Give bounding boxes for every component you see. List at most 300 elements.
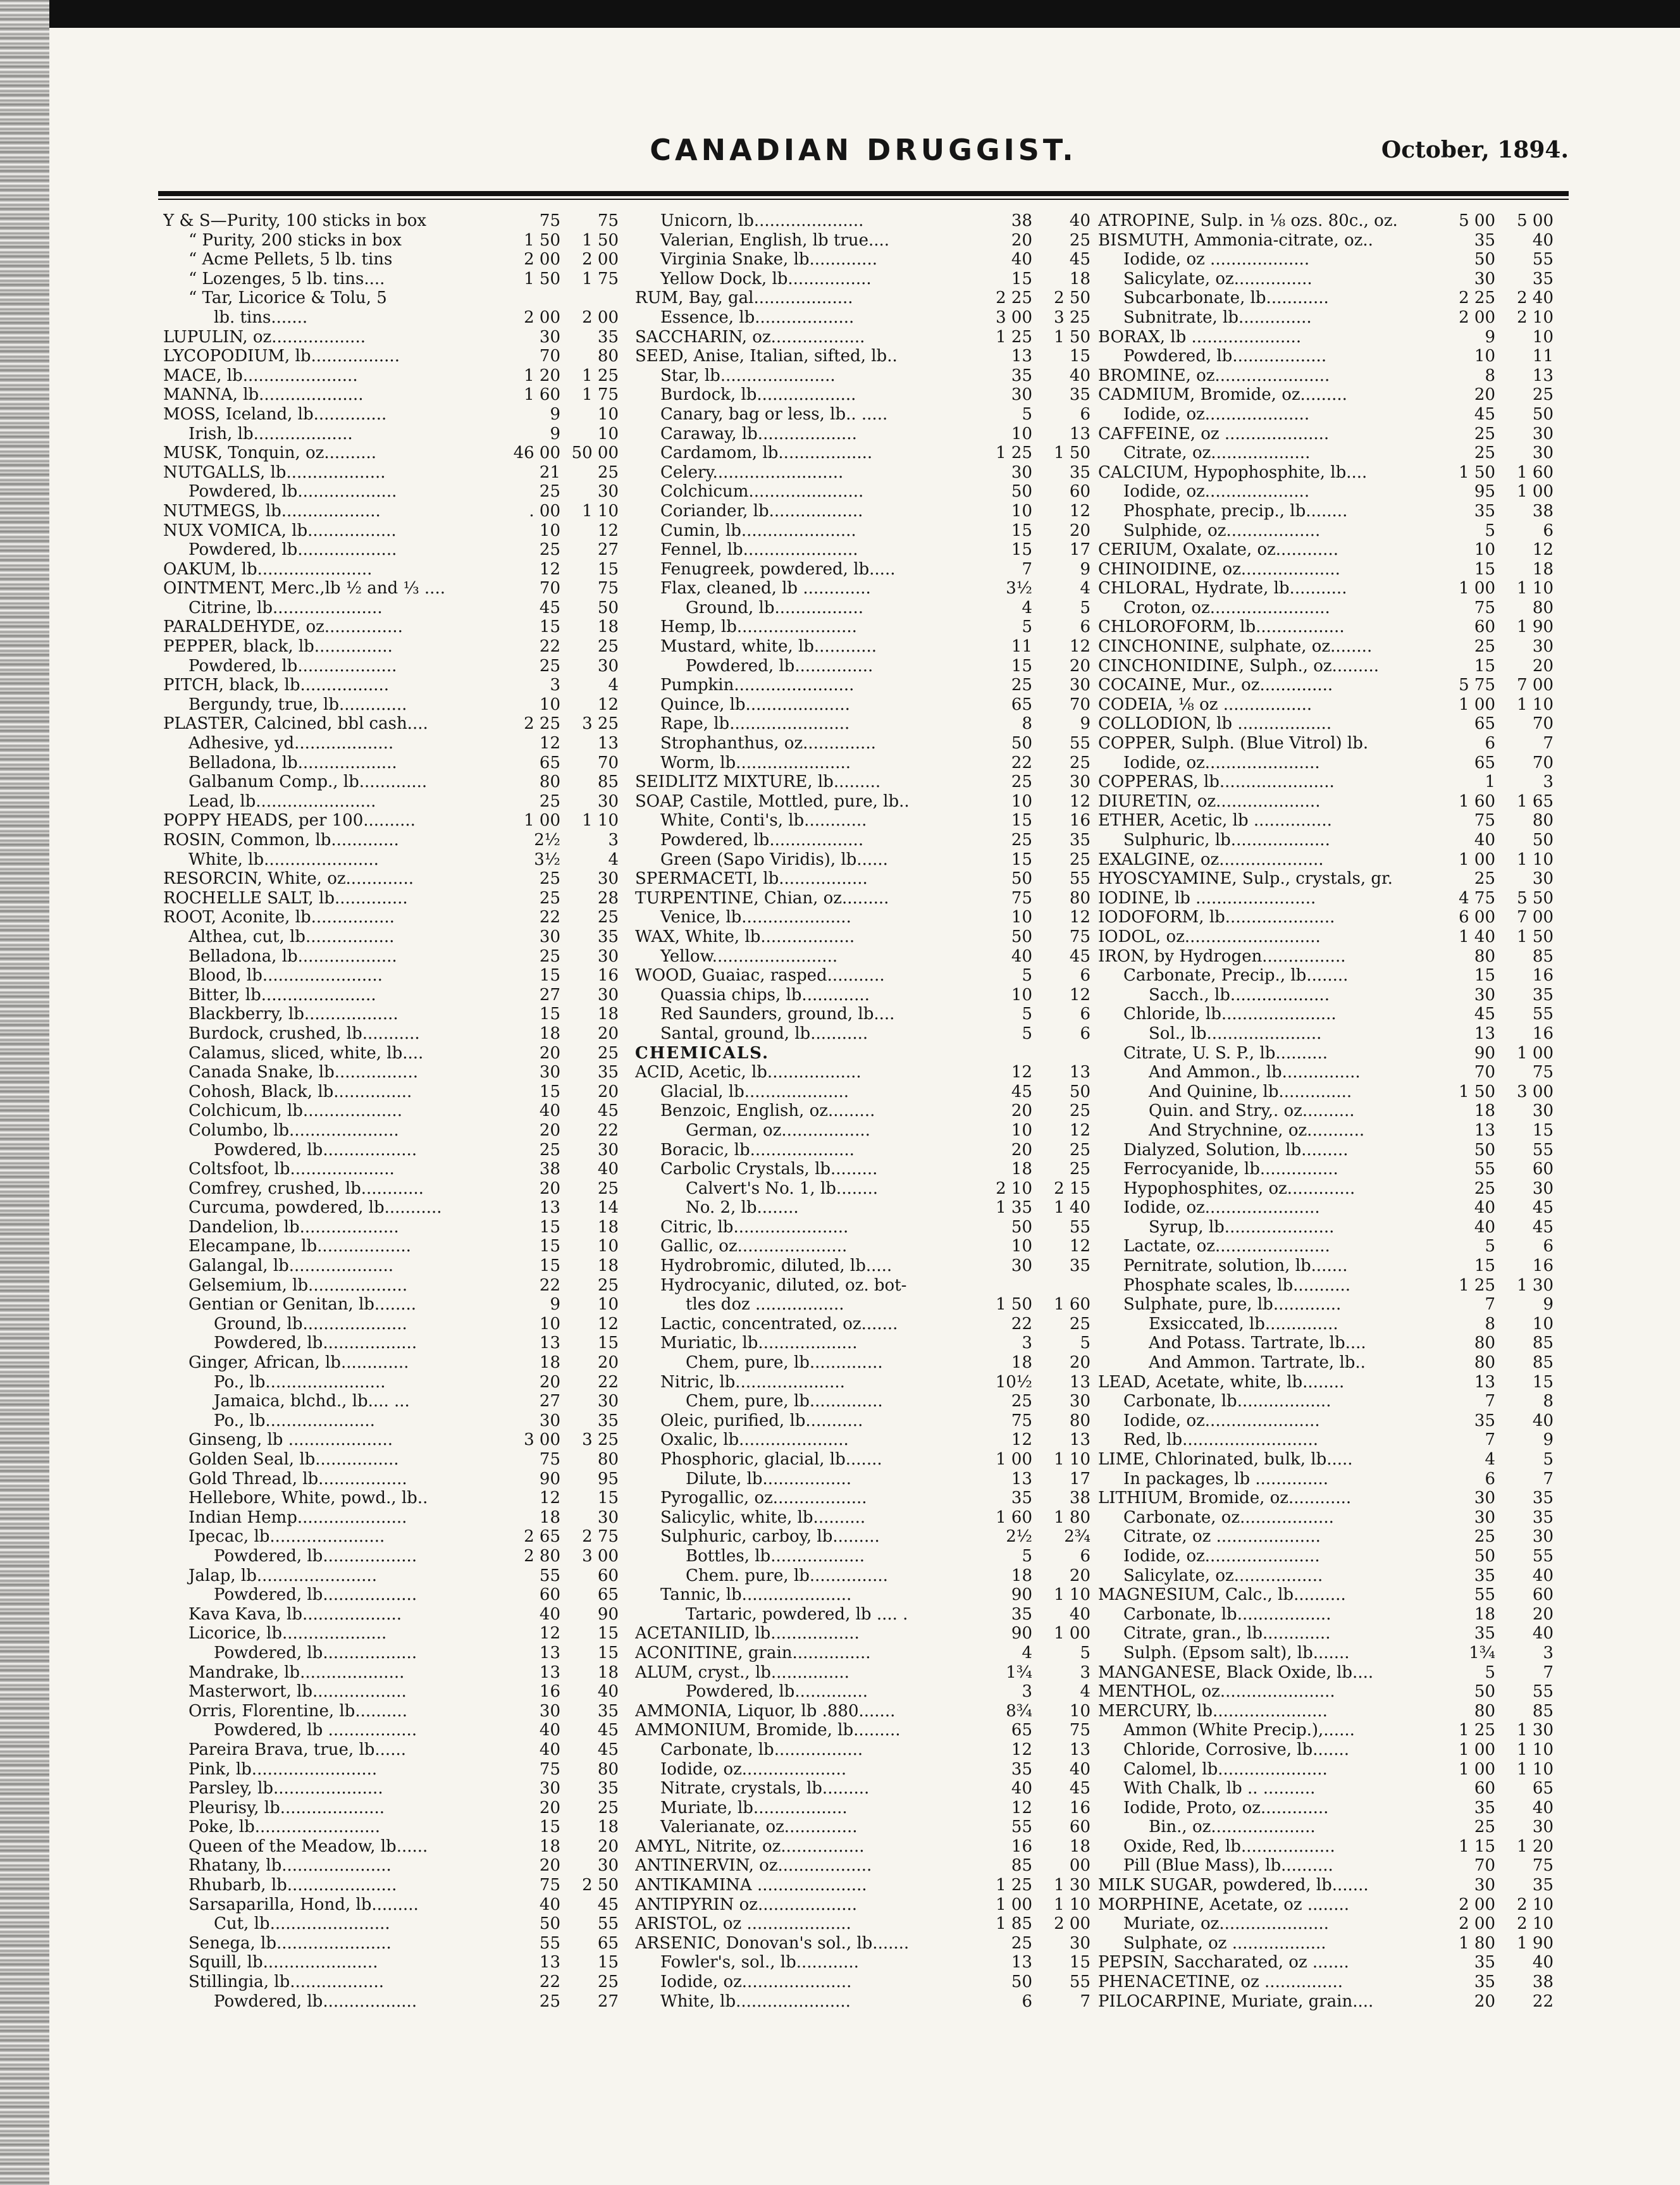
price-high: 15 [597, 1489, 619, 1508]
price-high: 1 50 [582, 230, 619, 250]
price-high: 35 [1069, 462, 1090, 482]
price-high: 16 [1532, 966, 1553, 986]
item-name: HYOSCYAMINE, Sulp., crystals, gr. [1098, 869, 1393, 889]
price-low: 1 50 [524, 230, 560, 250]
item-name: Powdered, lb.................. [214, 1991, 417, 2011]
item-name: Green (Sapo Viridis), lb...... [660, 850, 888, 869]
item-name: ROCHELLE SALT, lb.............. [163, 888, 408, 908]
price-row [1098, 966, 1553, 986]
price-row [163, 1605, 619, 1625]
price-row [1098, 560, 1553, 579]
price-row [635, 250, 1090, 269]
price-low: 30 [539, 1779, 560, 1798]
price-low: 20 [1011, 1101, 1032, 1121]
price-low: 20 [1474, 1991, 1495, 2011]
price-low: 30 [1011, 462, 1032, 482]
item-name: Lactic, concentrated, oz....... [660, 1314, 898, 1334]
price-row [1098, 1527, 1553, 1547]
price-high: 16 [1069, 1798, 1090, 1817]
price-row [1098, 792, 1553, 812]
price-low: 15 [1011, 811, 1032, 831]
price-high: 80 [597, 1450, 619, 1469]
price-row [163, 1934, 619, 1953]
price-high: 55 [1532, 1682, 1553, 1702]
price-low: 15 [539, 1005, 560, 1024]
price-low: 3½ [534, 850, 560, 869]
price-high: 2 50 [582, 1876, 619, 1895]
item-name: Columbo, lb..................... [188, 1120, 399, 1140]
price-high: 1 20 [1517, 1836, 1553, 1856]
price-high: 15 [597, 1334, 619, 1353]
item-name: Benzoic, English, oz......... [660, 1101, 875, 1121]
price-high: 9 [1080, 559, 1090, 579]
price-row [635, 753, 1090, 773]
price-high: 20 [597, 1353, 619, 1373]
price-low: 55 [539, 1566, 560, 1585]
price-low: 20 [1011, 1140, 1032, 1160]
price-high: 70 [1532, 753, 1553, 772]
item-name: Calamus, sliced, white, lb.... [188, 1043, 424, 1063]
price-low: 2 00 [1459, 307, 1495, 327]
item-name: PLASTER, Calcined, bbl cash.... [163, 714, 428, 734]
item-name: ALUM, cryst., lb............... [635, 1662, 849, 1682]
item-name: Blood, lb....................... [188, 966, 383, 986]
item-name: MAGNESIUM, Calc., lb.......... [1098, 1585, 1346, 1605]
item-name: ARSENIC, Donovan's sol., lb....... [635, 1933, 910, 1953]
price-high: 20 [597, 1836, 619, 1856]
price-low: 1 25 [996, 443, 1032, 463]
item-name: ARISTOL, oz .................... [635, 1914, 851, 1934]
price-low: 5 [1485, 1237, 1495, 1256]
price-row [635, 811, 1090, 831]
price-low: 22 [539, 637, 560, 657]
price-low: 18 [1011, 1160, 1032, 1179]
header-rule-thin [158, 199, 1569, 200]
price-row [163, 1856, 619, 1876]
price-high: 65 [1532, 1779, 1553, 1798]
item-name: Gentian or Genitan, lb........ [188, 1295, 417, 1315]
price-high: 80 [1069, 888, 1090, 908]
price-row [163, 250, 619, 269]
price-low: 30 [539, 1701, 560, 1721]
price-high: 35 [1532, 985, 1553, 1005]
price-row [163, 1508, 619, 1528]
price-high: 22 [597, 1372, 619, 1392]
price-row [163, 1663, 619, 1683]
price-row [163, 1353, 619, 1373]
price-low: 6 00 [1459, 908, 1495, 927]
price-row [635, 288, 1090, 308]
price-high: 50 [1532, 404, 1553, 424]
price-row [163, 1315, 619, 1334]
price-row [635, 1702, 1090, 1721]
price-high: 55 [1069, 1972, 1090, 1992]
item-name: MILK SUGAR, powdered, lb....... [1098, 1876, 1369, 1895]
price-row [1098, 1276, 1553, 1296]
price-high: 13 [1532, 366, 1553, 385]
price-high: 18 [1069, 1836, 1090, 1856]
price-low: 25 [1474, 1817, 1495, 1837]
price-low: 40 [1011, 250, 1032, 269]
price-row [163, 947, 619, 967]
price-low: 25 [1011, 1392, 1032, 1411]
price-row [1098, 947, 1553, 967]
item-name: Citrate, gran., lb............. [1123, 1624, 1331, 1643]
price-high: 7 [1543, 1469, 1553, 1489]
price-high: 18 [597, 1005, 619, 1024]
price-row [635, 657, 1090, 676]
price-high: 55 [1069, 1217, 1090, 1237]
item-name: Gallic, oz..................... [660, 1237, 848, 1256]
price-row [163, 1817, 619, 1837]
price-high: 55 [1532, 1140, 1553, 1160]
price-high: 25 [1069, 1101, 1090, 1121]
price-high: 18 [597, 1817, 619, 1837]
price-row [1098, 637, 1553, 657]
price-row [1098, 328, 1553, 347]
price-low: 40 [539, 1604, 560, 1624]
price-low: 10 [1474, 347, 1495, 366]
price-high: 12 [1069, 501, 1090, 521]
price-low: 75 [539, 1759, 560, 1779]
item-name: Queen of the Meadow, lb...... [188, 1836, 428, 1856]
item-name: Iodide, oz...................... [1123, 1411, 1320, 1430]
price-low: 25 [539, 888, 560, 908]
price-row [163, 1295, 619, 1315]
price-row [635, 328, 1090, 347]
price-high: 6 [1080, 1005, 1090, 1024]
item-name: ACETANILID, lb................. [635, 1624, 860, 1643]
price-low: 10 [1011, 1237, 1032, 1256]
item-name: Chloride, lb...................... [1123, 1005, 1337, 1024]
price-row [1098, 1663, 1553, 1683]
price-row [635, 1063, 1090, 1082]
price-low: 13 [539, 1198, 560, 1218]
item-name: Yellow........................ [660, 946, 838, 966]
item-name: Curcuma, powdered, lb........... [188, 1198, 442, 1218]
price-row [163, 1798, 619, 1818]
price-row [635, 1353, 1090, 1373]
price-row [635, 1914, 1090, 1934]
price-high: 20 [1069, 656, 1090, 676]
price-row [163, 1373, 619, 1392]
price-low: 9 [550, 1295, 560, 1315]
item-name: MANGANESE, Black Oxide, lb.... [1098, 1662, 1374, 1682]
price-low: 25 [1474, 637, 1495, 657]
price-row [163, 1702, 619, 1721]
price-row [1098, 1624, 1553, 1643]
price-row [635, 889, 1090, 908]
item-name: White, lb...................... [188, 850, 379, 869]
price-high: 5 00 [1517, 211, 1553, 230]
price-row [635, 1721, 1090, 1740]
price-row [635, 1682, 1090, 1702]
price-high: 25 [1069, 1140, 1090, 1160]
price-row [635, 1585, 1090, 1605]
price-row [163, 1082, 619, 1102]
item-name: WAX, White, lb.................. [635, 927, 855, 946]
price-high: 30 [1069, 1392, 1090, 1411]
price-row [635, 1198, 1090, 1218]
price-row [1098, 927, 1553, 947]
price-low: 13 [1011, 1469, 1032, 1489]
price-low: 1 15 [1459, 1836, 1495, 1856]
price-high: 1 00 [1517, 1043, 1553, 1063]
price-low: 50 [1011, 482, 1032, 502]
price-low: 30 [1474, 985, 1495, 1005]
price-low: 1 00 [1459, 695, 1495, 714]
price-row [163, 347, 619, 366]
price-low: 40 [539, 1721, 560, 1740]
price-low: 10 [1011, 985, 1032, 1005]
price-row [635, 1624, 1090, 1643]
price-low: 2 65 [524, 1527, 560, 1547]
item-name: Worm, lb...................... [660, 753, 851, 772]
item-name: Quince, lb.................... [660, 695, 850, 714]
price-high: 40 [1532, 230, 1553, 250]
price-low: 21 [539, 462, 560, 482]
item-name: Unicorn, lb..................... [660, 211, 864, 230]
price-high: 2 10 [1517, 1895, 1553, 1914]
item-name: LITHIUM, Bromide, oz............ [1098, 1489, 1352, 1508]
price-low: 75 [539, 1450, 560, 1469]
item-name: CHINOIDINE, oz................... [1098, 559, 1340, 579]
price-high: 25 [597, 1043, 619, 1063]
item-name: SACCHARIN, oz.................. [635, 327, 865, 347]
price-high: 1 75 [582, 385, 619, 405]
price-high: 12 [597, 695, 619, 714]
item-name: COPPERAS, lb...................... [1098, 772, 1335, 792]
price-column-1 [163, 211, 619, 2160]
price-low: 10 [1011, 1120, 1032, 1140]
price-row [635, 231, 1090, 251]
price-low: 40 [539, 1101, 560, 1121]
item-name: Valerianate, oz.............. [660, 1817, 858, 1837]
price-low: 1 50 [1459, 1082, 1495, 1101]
price-low: 18 [1011, 1353, 1032, 1373]
item-name: Burdock, crushed, lb........... [188, 1024, 420, 1043]
price-low: 38 [1011, 211, 1032, 230]
price-row [163, 385, 619, 405]
scan-edge [0, 0, 49, 2185]
price-row [635, 908, 1090, 927]
price-high: 20 [1532, 1604, 1553, 1624]
price-high: 2 10 [1517, 1914, 1553, 1934]
item-name: Quin. and Stry,. oz.......... [1149, 1101, 1355, 1121]
price-low: 12 [539, 1624, 560, 1643]
price-row [1098, 1450, 1553, 1470]
price-high: 12 [1069, 908, 1090, 927]
price-low: 80 [1474, 1334, 1495, 1353]
price-low: 70 [539, 347, 560, 366]
item-name: AMMONIUM, Bromide, lb......... [635, 1721, 901, 1740]
item-name: RUM, Bay, gal................... [635, 288, 853, 308]
price-high: 30 [597, 946, 619, 966]
price-row [163, 676, 619, 695]
price-high: 38 [1532, 1972, 1553, 1992]
item-name: Colchicum...................... [660, 482, 864, 502]
price-high: 9 [1543, 1430, 1553, 1450]
price-row [163, 869, 619, 889]
item-name: Ipecac, lb...................... [188, 1527, 385, 1547]
price-low: 6 [1485, 1469, 1495, 1489]
price-high: 30 [597, 482, 619, 502]
price-high: 6 [1543, 521, 1553, 540]
price-high: 14 [597, 1198, 619, 1218]
price-low: 10 [1011, 501, 1032, 521]
item-name: No. 2, lb........ [686, 1198, 799, 1218]
price-row [1098, 463, 1553, 483]
price-high: 30 [1069, 772, 1090, 792]
price-low: 75 [1011, 1411, 1032, 1430]
price-low: 2 25 [524, 714, 560, 734]
price-low: 5 00 [1459, 211, 1495, 230]
price-high: 80 [1069, 1411, 1090, 1430]
price-row [1098, 1179, 1553, 1199]
price-high: 18 [1532, 559, 1553, 579]
price-high: 12 [597, 521, 619, 540]
price-row [1098, 1470, 1553, 1489]
price-high: 30 [597, 1507, 619, 1527]
item-name: Belladona, lb................... [188, 946, 397, 966]
price-row [1098, 1643, 1553, 1663]
price-low: 13 [539, 1662, 560, 1682]
price-high: 10 [597, 1295, 619, 1315]
price-low: 20 [539, 1120, 560, 1140]
item-name: Valerian, English, lb true.... [660, 230, 890, 250]
price-row [635, 1160, 1090, 1179]
price-low: 1 50 [524, 269, 560, 288]
price-row [635, 1237, 1090, 1256]
price-row [635, 579, 1090, 598]
price-low: 45 [1474, 404, 1495, 424]
item-name: Iodide, oz...................... [1123, 1198, 1320, 1218]
price-high: 45 [597, 1721, 619, 1740]
price-low: 80 [1474, 946, 1495, 966]
price-low: 20 [539, 1856, 560, 1876]
price-low: 30 [1474, 1489, 1495, 1508]
price-low: 16 [1011, 1836, 1032, 1856]
price-row [635, 1856, 1090, 1876]
item-name: MORPHINE, Acetate, oz ........ [1098, 1895, 1349, 1914]
price-row [1098, 1837, 1553, 1857]
price-row [1098, 1334, 1553, 1353]
price-high: 40 [597, 1682, 619, 1702]
price-row [1098, 1605, 1553, 1625]
price-high: 40 [1069, 1759, 1090, 1779]
item-name: Subcarbonate, lb............ [1123, 288, 1329, 308]
item-name: SEIDLITZ MIXTURE, lb......... [635, 772, 881, 792]
price-high: 30 [1532, 1817, 1553, 1837]
price-low: 30 [1474, 269, 1495, 288]
price-low: 90 [1011, 1585, 1032, 1605]
price-low: 25 [1011, 831, 1032, 850]
item-name: OINTMENT, Merc.,lb ½ and ⅓ .... [163, 579, 445, 598]
item-name: MERCURY, lb...................... [1098, 1701, 1328, 1721]
price-low: 65 [1011, 695, 1032, 714]
price-low: 25 [539, 869, 560, 889]
price-high: 40 [1532, 1624, 1553, 1643]
price-low: 3 [1022, 1682, 1032, 1702]
item-name: Caraway, lb................... [660, 424, 857, 443]
price-high: 3 [608, 831, 619, 850]
price-low: 1 [1485, 772, 1495, 792]
price-row [1098, 889, 1553, 908]
price-low: 35 [1474, 1972, 1495, 1992]
price-high: 27 [597, 540, 619, 560]
price-low: 22 [539, 1972, 560, 1992]
price-row [163, 734, 619, 753]
price-low: 12 [1011, 1798, 1032, 1817]
price-row [163, 1101, 619, 1121]
price-high: 17 [1069, 540, 1090, 560]
item-name: DIURETIN, oz.................... [1098, 791, 1321, 811]
price-low: 15 [1011, 540, 1032, 560]
item-name: Iodide, oz...................... [1123, 753, 1320, 772]
item-name: lb. tins....... [214, 307, 308, 327]
price-row [1098, 1914, 1553, 1934]
item-name: Tartaric, powdered, lb .... . [686, 1604, 908, 1624]
price-low: 50 [1474, 1546, 1495, 1566]
price-row [163, 657, 619, 676]
price-low: 65 [1474, 714, 1495, 734]
price-row [163, 1779, 619, 1798]
price-high: 1 30 [1517, 1275, 1553, 1295]
item-name: Gelsemium, lb................... [188, 1275, 408, 1295]
price-row [163, 1411, 619, 1431]
price-row [163, 540, 619, 560]
price-low: 15 [1011, 656, 1032, 676]
item-name: MOSS, Iceland, lb.............. [163, 404, 387, 424]
price-low: 40 [1011, 1779, 1032, 1798]
item-name: Canada Snake, lb................ [188, 1063, 418, 1082]
item-name: ETHER, Acetic, lb ............... [1098, 811, 1332, 831]
price-row [635, 211, 1090, 231]
price-high: 12 [1069, 985, 1090, 1005]
item-name: Cumin, lb...................... [660, 521, 856, 540]
price-high: 35 [1069, 1256, 1090, 1276]
price-high: 4 [608, 850, 619, 869]
price-low: 2½ [534, 831, 560, 850]
price-high: 7 [1080, 1991, 1090, 2011]
price-row [1098, 753, 1553, 773]
price-high: 60 [1069, 482, 1090, 502]
price-row [635, 1411, 1090, 1431]
price-row [1098, 1101, 1553, 1121]
price-low: 18 [539, 1836, 560, 1856]
price-row [635, 502, 1090, 521]
price-high: 1 00 [1054, 1624, 1090, 1643]
item-name: Glacial, lb.................... [660, 1082, 849, 1101]
price-row [635, 1566, 1090, 1586]
price-low: 50 [539, 1914, 560, 1934]
price-high: 25 [1069, 753, 1090, 772]
price-high: 3 00 [1517, 1082, 1553, 1101]
price-high: 30 [597, 1392, 619, 1411]
price-low: 15 [1011, 521, 1032, 540]
price-low: 15 [1474, 559, 1495, 579]
item-name: Sarsaparilla, Hond, lb......... [188, 1895, 419, 1914]
price-row [163, 1585, 619, 1605]
price-high: 11 [1532, 347, 1553, 366]
price-high: 20 [1532, 656, 1553, 676]
item-name: Rhubarb, lb..................... [188, 1876, 397, 1895]
price-row [635, 792, 1090, 812]
item-name: White, lb...................... [660, 1991, 851, 2011]
price-high: 1 50 [1054, 327, 1090, 347]
price-row [1098, 1256, 1553, 1276]
price-low: 3 00 [524, 1430, 560, 1450]
